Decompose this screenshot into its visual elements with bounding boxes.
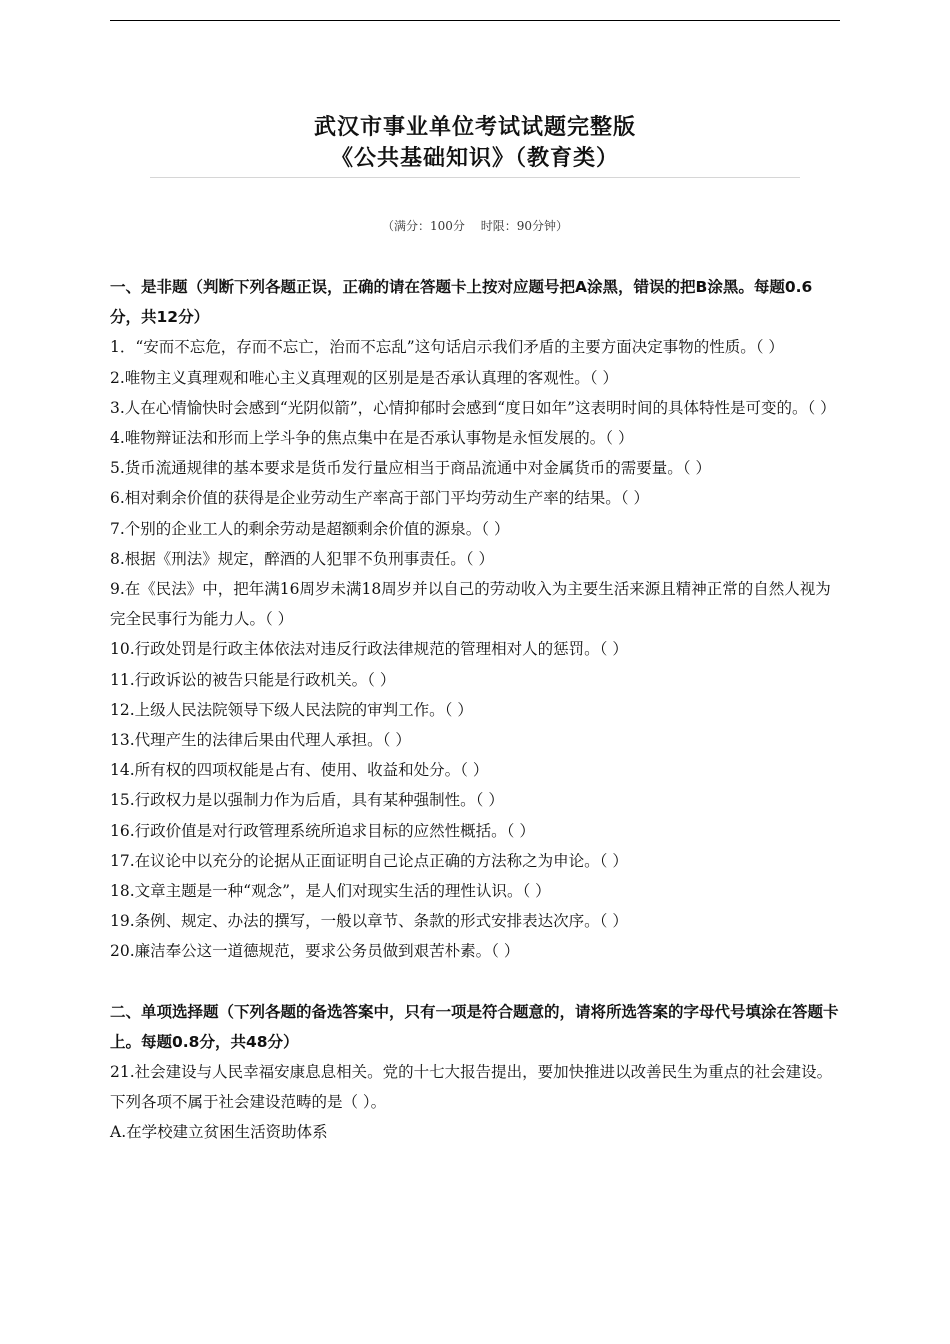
question-item: 10.行政处罚是行政主体依法对违反行政法律规范的管理相对人的惩罚。（ ） (110, 640, 628, 659)
question-item: 19.条例、规定、办法的撰写，一般以章节、条款的形式安排表达次序。（ ） (110, 912, 628, 931)
title-divider (150, 177, 800, 178)
title-block (110, 112, 840, 174)
page-title: 武汉市事业单位考试试题完整版 (313, 115, 636, 140)
exam-meta: （满分：100分 时限：90分钟） (382, 219, 568, 233)
question-item: 15.行政权力是以强制力作为后盾，具有某种强制性。（ ） (110, 791, 504, 810)
section-heading-single-choice: 二、单项选择题（下列各题的备选答案中，只有一项是符合题意的，请将所选答案的字母代号填涂在答题卡上。每题0.8分，共48分） (110, 1002, 839, 1051)
section-heading-true-false: 一、是非题（判断下列各题正误，正确的请在答题卡上按对应题号把A涂黑，错误的把B涂黑。每题0.6分，共12分） (110, 278, 813, 327)
question-item: 1．“安而不忘危，存而不忘亡，治而不忘乱”这句话启示我们矛盾的主要方面决定事物的性质。（ ） (110, 338, 784, 357)
question-item: 5.货币流通规律的基本要求是货币发行量应相当于商品流通中对金属货币的需要量。（ ） (110, 459, 711, 478)
question-item: 9.在《民法》中，把年满16周岁未满18周岁并以自己的劳动收入为主要生活来源且精神正常的自然人视为完全民事行为能力人。（ ） (110, 580, 831, 629)
top-rule (110, 20, 840, 21)
question-item: 13.代理产生的法律后果由代理人承担。（ ） (110, 731, 411, 750)
question-item: 20.廉洁奉公这一道德规范，要求公务员做到艰苦朴素。（ ） (110, 942, 520, 961)
question-item: 7.个别的企业工人的剩余劳动是超额剩余价值的源泉。（ ） (110, 519, 510, 538)
question-item: 21.社会建设与人民幸福安康息息相关。党的十七大报告提出，要加快推进以改善民生为重点的社会建设。下列各项不属于社会建设范畴的是（ ）。 (110, 1063, 833, 1112)
answer-option: A.在学校建立贫困生活资助体系 (110, 1123, 328, 1142)
question-item: 4.唯物辩证法和形而上学斗争的焦点集中在是否承认事物是永恒发展的。（ ） (110, 429, 634, 448)
section-spacer (110, 967, 842, 997)
question-item: 12.上级人民法院领导下级人民法院的审判工作。（ ） (110, 700, 473, 719)
document-body (110, 272, 842, 1148)
question-item: 17.在议论中以充分的论据从正面证明自己论点正确的方法称之为申论。（ ） (110, 851, 628, 870)
question-item: 8.根据《刑法》规定，醉酒的人犯罪不负刑事责任。（ ） (110, 549, 494, 568)
question-item: 18.文章主题是一种“观念”，是人们对现实生活的理性认识。（ ） (110, 882, 551, 901)
question-item: 2.唯物主义真理观和唯心主义真理观的区别是是否承认真理的客观性。（ ） (110, 368, 618, 387)
question-item: 11.行政诉讼的被告只能是行政机关。（ ） (110, 670, 396, 689)
question-item: 3.人在心情愉快时会感到“光阴似箭”，心情抑郁时会感到“度日如年”这表明时间的具体特性是可变的。（ ） (110, 398, 836, 417)
question-item: 16.行政价值是对行政管理系统所追求目标的应然性概括。（ ） (110, 821, 535, 840)
question-item: 6.相对剩余价值的获得是企业劳动生产率高于部门平均劳动生产率的结果。（ ） (110, 489, 649, 508)
question-item: 14.所有权的四项权能是占有、使用、收益和处分。（ ） (110, 761, 489, 780)
page-subtitle: 《公共基础知识》（教育类） (330, 146, 619, 171)
